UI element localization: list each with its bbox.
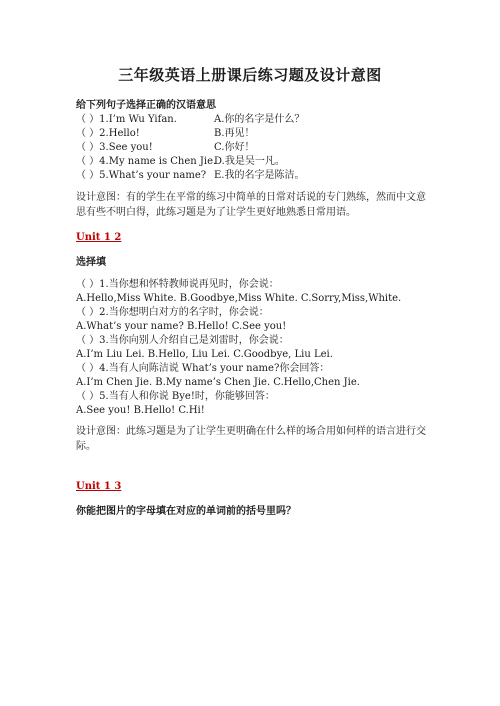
unit3-heading: 你能把图片的字母填在对应的单词前的括号里吗？ (76, 506, 296, 517)
item-answer: D.我是吴一凡。 (214, 156, 285, 167)
item-question: （ ）5.What’s your name? (76, 170, 207, 181)
item-answer: B.再见！ (214, 128, 255, 139)
section1-item (76, 169, 305, 183)
item-question: （ ）3.See you! (76, 142, 153, 153)
item-answer: E.我的名字是陈洁。 (214, 170, 305, 181)
item-answer: C.你好！ (214, 142, 255, 153)
section1-item (76, 113, 305, 127)
unit2-line: A.Hello,Miss White. B.Goodbye,Miss White. C.Sorry,Miss,White. (76, 293, 402, 304)
unit2-line: A.I’m Liu Lei. B.Hello, Liu Lei. C.Goodbye, Liu Lei. (76, 349, 333, 360)
unit2-line: （ ）5.当有人和你说 Bye!时，你能够回答： (76, 391, 275, 402)
unit2-line: A.See you! B.Hello! C.Hi! (76, 405, 205, 416)
unit2-label: Unit 1 2 (76, 232, 122, 243)
unit2-line: （ ）2.当你想明白对方的名字时，你会说： (76, 307, 269, 318)
section1-item (76, 155, 285, 169)
item-answer: A.你的名字是什么？ (214, 114, 305, 125)
item-question: （ ）4.My name is Chen Jie. (76, 156, 217, 167)
item-question: （ ）1.I’m Wu Yifan. (76, 114, 177, 125)
unit2-design-note: 设计意图：此练习题是为了让学生更明确在什么样的场合用如何样的语言进行交际。 (76, 426, 426, 452)
section1-design-note: 设计意图：有的学生在平常的练习中简单的日常对话说的专门熟练，然而中文意思有些不明白得，此练习题是为了让学生更好地熟悉日常用语。 (76, 192, 426, 218)
unit2-line: （ ）1.当你想和怀特教师说再见时，你会说： (76, 279, 279, 290)
unit2-heading: 选择填 (76, 257, 106, 268)
page-title: 三年级英语上册课后练习题及设计意图 (118, 66, 382, 84)
unit2-line: A.What’s your name? B.Hello! C.See you! (76, 321, 287, 332)
item-question: （ ）2.Hello! (76, 128, 140, 139)
unit3-label: Unit 1 3 (76, 481, 122, 492)
unit2-line: （ ）3.当你向别人介绍自己是刘雷时，你会说： (76, 335, 289, 346)
section1-item (76, 127, 255, 141)
section1-item (76, 141, 255, 155)
unit2-line: （ ）4.当有人向陈洁说 What’s your name?你会回答： (76, 363, 330, 374)
unit2-line: A.I’m Chen Jie. B.My name’s Chen Jie. C.Hello,Chen Jie. (76, 377, 360, 388)
section1-heading: 给下列句子选择正确的汉语意思 (76, 100, 216, 111)
